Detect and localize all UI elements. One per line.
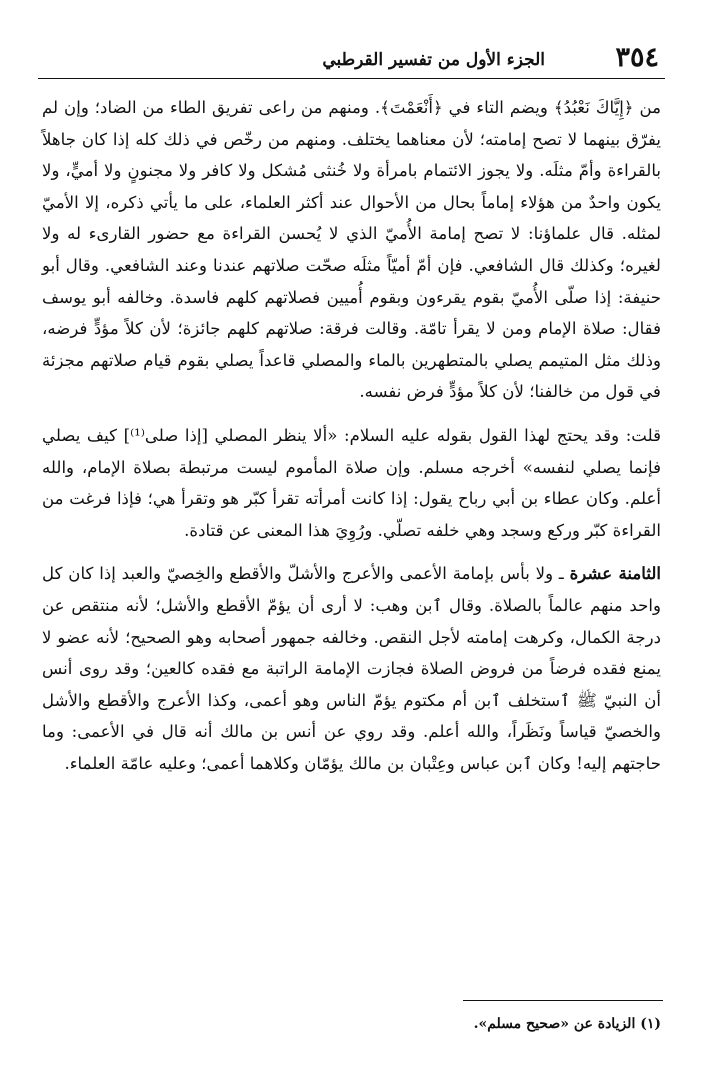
page-number: ٣٥٤ [615,42,659,73]
page-header [38,38,665,79]
footnote: (١) الزيادة عن «صحيح مسلم». [473,1016,661,1032]
paragraph-1: من ﴿إِيَّاكَ نَعْبُدُ﴾ ويضم التاء في ﴿أَنْعَمْتَ﴾. ومنهم من راعى تفريق الطاء من الضاد؛ وإن لم يفرّق بينهما لا تصح إمامته؛ لأن معناهما يختلف. ومنهم من رخّص في ذلك كله إذا كان جاهلاً بالقراءة وأمّ مثلَه. ولا يجوز الائتمام بامرأة ولا خُنثى مُشكل ولا كافر ولا مجنونٍ ولا أميٍّ، ولا يكون واحدٌ من هؤلاء إماماً بحال من الأحوال عند أكثر العلماء، على ما يأتي ذكره، إلا الأميّ لمثله. قال علماؤنا: لا تصح إمامة الأُميّ الذي لا يُحسن القراءة مع حضور القارىء له ولا لغيره؛ وكذلك قال الشافعي. فإن أمّ أميّاً مثلَه صحّت صلاتهم عندنا وعند الشافعي. وقال أبو حنيفة: إذا صلّى الأُميّ بقوم يقرءون وبقوم أُميين فصلاتهم كلهم فاسدة. وخالفه أبو يوسف فقال: صلاة الإمام ومن لا يقرأ تامّة. وقالت فرقة: صلاتهم كلهم جائزة؛ لأن كلاً مؤدٍّ فرضه، وذلك مثل المتيمم يصلي بالمتطهرين بالماء والمصلي قاعداً يصلي بقوم قيام صلاتهم مجزئة في قول من خالفنا؛ لأن كلاً مؤدٍّ فرض نفسه. [42,98,661,402]
main-text [42,92,661,779]
paragraph-3 [42,558,661,779]
paragraph-2: قلت: وقد يحتج لهذا القول بقوله عليه السلام: «ألا ينظر المصلي [إذا صلى⁽¹⁾] كيف يصلي فإنما يصلي لنفسه» أخرجه مسلم. وإن صلاة المأموم ليست مرتبطة بصلاة الإمام، والله أعلم. وكان عطاء بن أبي رباح يقول: إذا كانت أمرأته تقرأ كبّر هو وتقرأ هي؛ فإذا فرغت من القراءة كبّر وركع وسجد وهي خلفه تصلّي. ورُوِيَ هذا المعنى عن قتادة. [42,425,662,540]
section-heading: الثامنة عشرة [569,563,661,584]
paragraph-3-text: ـ ولا بأس بإمامة الأعمى والأعرج والأشلّ والأقطع والخِصيّ والعبد إذا كان كل واحد منهم عالماً بالصلاة. وقال ٱبن وهب: لا أرى أن يؤمّ الأقطع والأشل؛ لأنه منتقص عن درجة الكمال، وكرهت إمامته لأجل النقص. وخالفه جمهور أصحابه وهو الصحيح؛ لأنه عضو لا يمنع فقده فرضاً من فروض الصلاة فجازت الإمامة الراتبة مع فقده كالعين؛ وقد روى أنس أن النبيّ ﷺ ٱستخلف ٱبن أم مكتوم يؤمّ الناس وهو أعمى، وكذا الأعرج والأقطع والأشل والخصيّ قياساً ونَظَراً، والله أعلم. وقد روي عن أنس بن مالك أنه قال في الأعمى: وما حاجتهم إليه! وكان ٱبن عباس وعِتْبان بن مالك يؤمّان وكلاهما أعمى؛ وعليه عامّة العلماء. [42,564,661,773]
footnote-divider [463,1000,663,1001]
running-title: الجزء الأول من تفسير القرطبي [322,50,545,70]
